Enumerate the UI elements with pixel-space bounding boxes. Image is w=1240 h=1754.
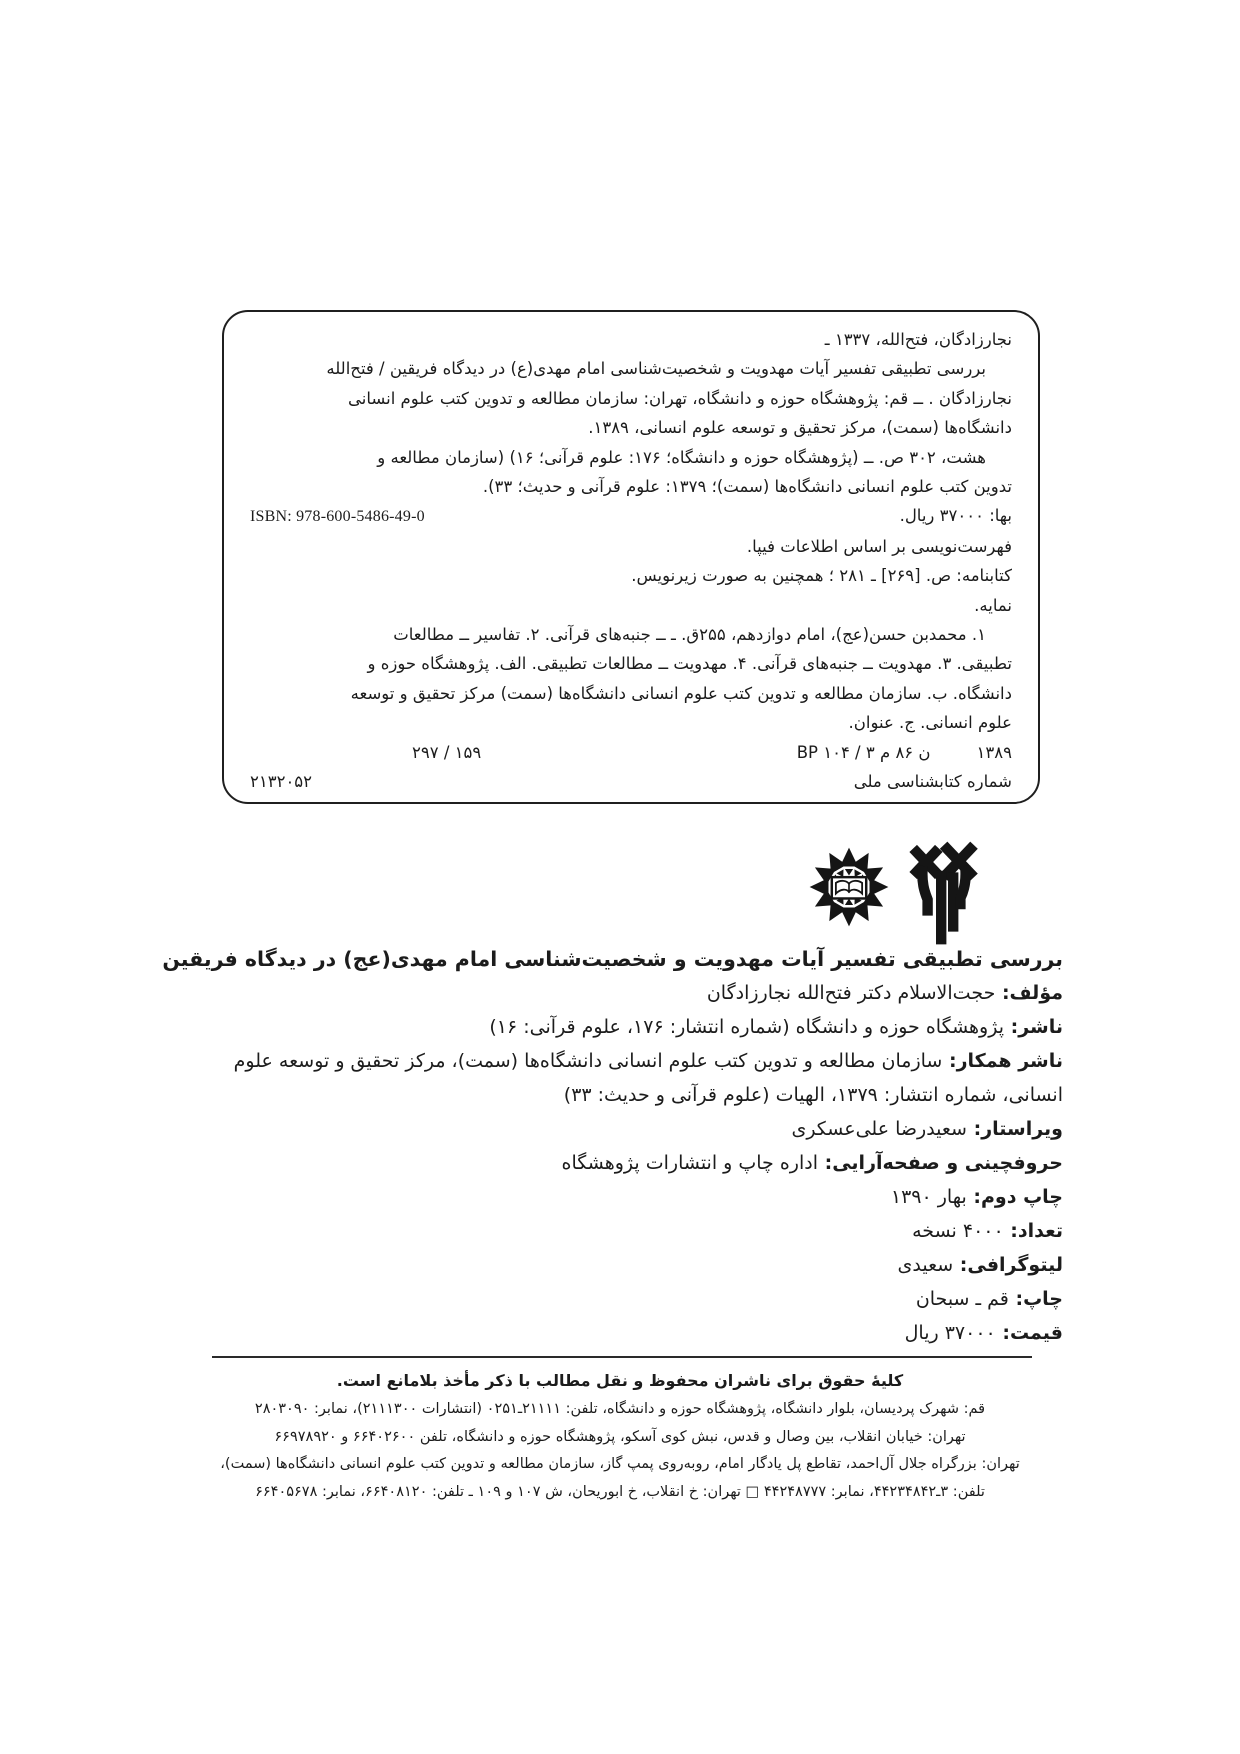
author-line — [170, 976, 1063, 1010]
cip-classification-row — [250, 738, 1012, 767]
cip-index-note: نمایه. — [974, 595, 1012, 615]
footer-addresses-block — [120, 1366, 1120, 1506]
footer-divider — [212, 1356, 1032, 1358]
cip-subject-entries: علوم انسانی. ج. عنوان. — [848, 713, 1012, 733]
cip-national-id-value: ۲۱۳۲۰۵۲ — [250, 772, 313, 792]
author-label: مؤلف: — [995, 982, 1063, 1004]
editor-label: ویراستار: — [966, 1118, 1063, 1140]
samt-rosette-book-logo — [808, 846, 890, 928]
co-publisher-value: سازمان مطالعه و تدوین کتب علوم انسانی دانشگاه‌ها (سمت)، مرکز تحقیق و توسعه علوم — [233, 1050, 943, 1072]
print-run-value: ۴۰۰۰ نسخه — [912, 1220, 1004, 1242]
co-publisher-label: ناشر همکار: — [942, 1050, 1063, 1072]
publisher-value: پژوهشگاه حوزه و دانشگاه (شماره انتشار: ۱۷۶، علوم قرآنی: ۱۶) — [489, 1016, 1004, 1038]
edition-line — [170, 1180, 1063, 1214]
editor-line — [170, 1112, 1063, 1146]
cip-title-statement: دانشگاه‌ها (سمت)، مرکز تحقیق و توسعه علوم انسانی، ۱۳۸۹. — [588, 418, 1012, 438]
lithography-label: لیتوگرافی: — [953, 1254, 1063, 1276]
printer-line — [170, 1282, 1063, 1316]
cip-title-statement: بررسی تطبیقی تفسیر آیات مهدویت و شخصیت‌شناسی امام مهدی(ع) در دیدگاه فریقین / فتح‌الله — [326, 359, 986, 379]
cip-isbn: ISBN: 978-600-5486-49-0 — [250, 508, 425, 526]
publisher-line — [170, 1010, 1063, 1044]
price-value: ۳۷۰۰۰ ریال — [904, 1322, 996, 1344]
cip-record-box — [222, 310, 1040, 804]
author-value: حجت‌الاسلام دکتر فتح‌الله نجارزادگان — [706, 982, 996, 1004]
editor-value: سعیدرضا علی‌عسکری — [791, 1118, 967, 1140]
print-run-label: تعداد: — [1003, 1220, 1063, 1242]
cip-subject-entries: ۱. محمدبن حسن(عج)، امام دوازدهم، ۲۵۵ق. ـ ــ جنبه‌های قرآنی. ۲. تفاسیر ــ مطالعات — [393, 625, 986, 645]
cip-call-number: BP ۱۰۴ / ۳ ن ۸۶ م — [796, 742, 931, 762]
typesetting-label: حروفچینی و صفحه‌آرایی: — [817, 1152, 1063, 1174]
cip-price-isbn-row — [250, 501, 1012, 531]
edition-label: چاپ دوم: — [966, 1186, 1063, 1208]
price-line — [170, 1316, 1063, 1350]
copyright-notice: کلیهٔ حقوق برای ناشران محفوظ و نقل مطالب با ذکر مأخذ بلامانع است. — [336, 1371, 904, 1390]
cip-author-heading: نجارزادگان، فتح‌الله، ۱۳۳۷ ـ — [824, 330, 1012, 349]
lithography-value: سعیدی — [897, 1254, 954, 1276]
typesetting-line — [170, 1146, 1063, 1180]
cip-national-id-row — [250, 767, 1012, 796]
printer-label: چاپ: — [1008, 1288, 1063, 1310]
lithography-line — [170, 1248, 1063, 1282]
hawzah-university-institute-logo — [902, 826, 982, 946]
cip-dewey-number: ۲۹۷ / ۱۵۹ — [412, 742, 482, 762]
address-tehran-samt: تهران: بزرگراه جلال آل‌احمد، تقاطع پل یادگار امام، روبه‌روی پمپ گاز، سازمان مطالعه و تدوین کتب علوم انسانی دانشگاه‌ها (سمت)، — [220, 1456, 1020, 1472]
book-title: بررسی تطبیقی تفسیر آیات مهدویت و شخصیت‌شناسی امام مهدی(عج) در دیدگاه فریقین — [162, 947, 1063, 971]
cip-title-statement: نجارزادگان . ــ قم: پژوهشگاه حوزه و دانشگاه، تهران: سازمان مطالعه و تدوین کتب علوم انسانی — [348, 388, 1012, 408]
edition-value: بهار ۱۳۹۰ — [890, 1186, 967, 1208]
price-label: قیمت: — [995, 1322, 1063, 1344]
co-publisher-line-continuation — [170, 1078, 1063, 1112]
address-qom: قم: شهرک پردیسان، بلوار دانشگاه، پژوهشگاه حوزه و دانشگاه، تلفن: ۲۱۱۱۱ـ۰۲۵۱ (انتشارات ۲۱۱۱۳۰۰)، نمابر: ۲۸۰۳۰۹۰ — [254, 1401, 986, 1417]
cip-collation: هشت، ۳۰۲ ص. ــ (پژوهشگاه حوزه و دانشگاه؛ ۱۷۶: علوم قرآنی؛ ۱۶) (سازمان مطالعه و — [377, 447, 986, 467]
publisher-label: ناشر: — [1004, 1016, 1063, 1038]
typesetting-value: اداره چاپ و انتشارات پژوهشگاه — [561, 1152, 818, 1174]
print-run-line — [170, 1214, 1063, 1248]
cip-subject-entries: تطبیقی. ۳. مهدویت ــ جنبه‌های قرآنی. ۴. مهدویت ــ مطالعات تطبیقی. الف. پژوهشگاه حوزه و — [367, 654, 1012, 674]
publication-info-block — [162, 942, 1063, 1350]
cip-cataloging-note: فهرست‌نویسی بر اساس اطلاعات فیپا. — [746, 536, 1012, 556]
cip-subject-entries: دانشگاه. ب. سازمان مطالعه و تدوین کتب علوم انسانی دانشگاه‌ها (سمت) مرکز تحقیق و توسعه — [350, 683, 1012, 703]
co-publisher-line — [170, 1044, 1063, 1078]
printer-value: قم ـ سبحان — [915, 1288, 1009, 1310]
co-publisher-value-cont: انسانی، شماره انتشار: ۱۳۷۹، الهیات (علوم قرآنی و حدیث: ۳۳) — [563, 1084, 1063, 1106]
address-tehran-enghelab: تهران: خیابان انقلاب، بین وصال و قدس، نبش کوی آسکو، پژوهشگاه حوزه و دانشگاه، تلفن ۶۶۴۰۲۶۰۰ و ۶۶۹۷۸۹۲۰ — [274, 1428, 966, 1445]
cip-bibliography-note: کتابنامه: ص. [۲۶۹] ـ ۲۸۱ ؛ همچنین به صورت زیرنویس. — [631, 566, 1012, 586]
cip-year: ۱۳۸۹ — [976, 742, 1012, 762]
cip-collation: تدوین کتب علوم انسانی دانشگاه‌ها (سمت)؛ ۱۳۷۹: علوم قرآنی و حدیث؛ ۳۳). — [482, 477, 1012, 497]
cip-national-id-label: شماره کتابشناسی ملی — [853, 772, 1012, 792]
cip-price: بها: ۳۷۰۰۰ ریال. — [899, 506, 1012, 526]
address-phones: تلفن: ۳ـ۴۴۲۳۴۸۴۲، نمابر: ۴۴۲۴۸۷۷۷ □ تهران: خ انقلاب، خ ابوریحان، ش ۱۰۷ و ۱۰۹ ـ تلفن: ۶۶۴۰۸۱۲۰، نمابر: ۶۶۴۰۵۶۷۸ — [255, 1483, 985, 1500]
